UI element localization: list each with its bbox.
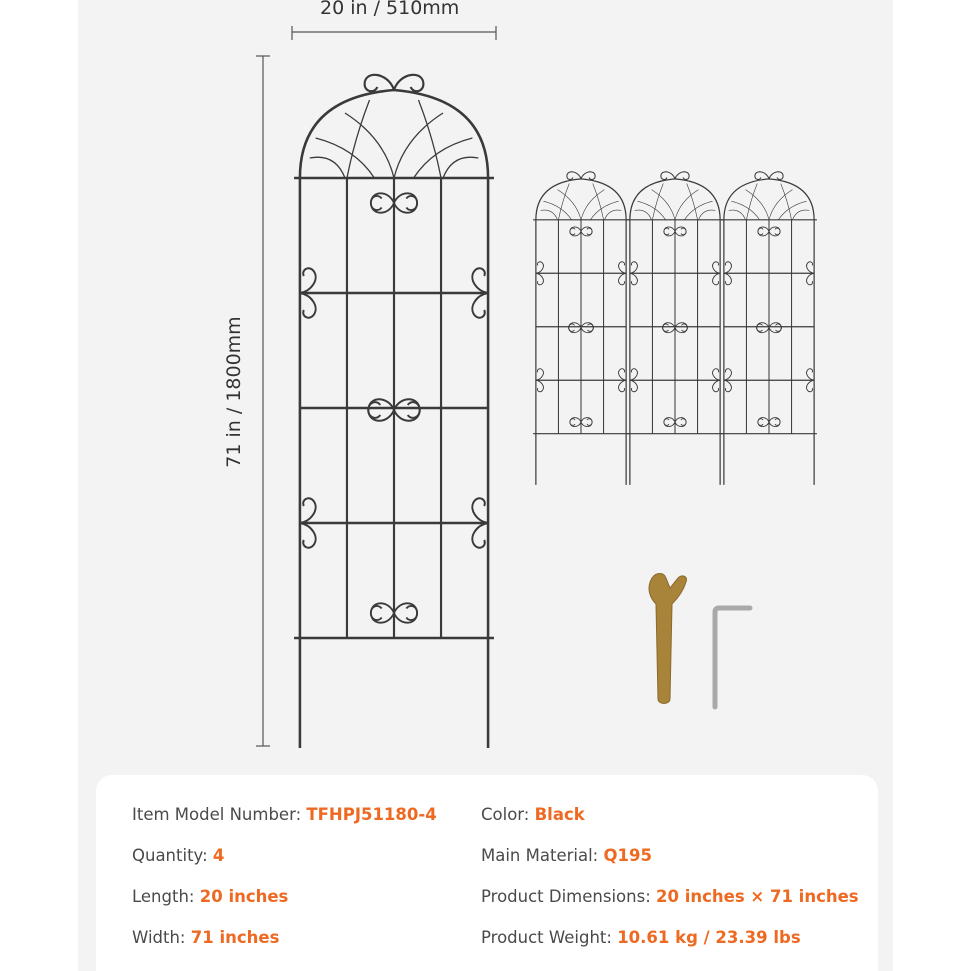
spec-value: 10.61 kg / 23.39 lbs — [617, 928, 801, 947]
spec-product-weight — [481, 928, 801, 947]
spec-main-material — [481, 846, 652, 865]
height-dimension-label: 71 in / 1800mm — [223, 316, 245, 468]
spec-value: Q195 — [603, 846, 652, 865]
spec-label: Color: — [481, 805, 530, 824]
wrench-icon — [649, 574, 686, 704]
spec-card — [96, 775, 878, 971]
spec-quantity — [132, 846, 224, 865]
spec-value: 20 inches × 71 inches — [656, 887, 859, 906]
trellis-set-icon — [533, 172, 817, 485]
spec-label: Main Material: — [481, 846, 599, 865]
spec-label: Product Dimensions: — [481, 887, 651, 906]
spec-length — [132, 887, 288, 906]
spec-width — [132, 928, 279, 947]
allen-key-icon — [715, 608, 750, 707]
spec-item-model — [132, 805, 437, 824]
spec-label: Quantity: — [132, 846, 208, 865]
spec-product-dimensions — [481, 887, 859, 906]
spec-color — [481, 805, 585, 824]
spec-value: TFHPJ51180-4 — [306, 805, 437, 824]
spec-value: 20 inches — [199, 887, 289, 906]
spec-label: Length: — [132, 887, 195, 906]
spec-label: Product Weight: — [481, 928, 612, 947]
width-dimension-line — [292, 26, 496, 40]
spec-label: Item Model Number: — [132, 805, 302, 824]
trellis-panel-icon — [294, 75, 494, 748]
spec-value: 71 inches — [190, 928, 280, 947]
spec-label: Width: — [132, 928, 186, 947]
height-dimension-line — [256, 56, 270, 746]
spec-value: 4 — [212, 846, 225, 865]
spec-value: Black — [534, 805, 585, 824]
width-dimension-label: 20 in / 510mm — [320, 0, 460, 19]
